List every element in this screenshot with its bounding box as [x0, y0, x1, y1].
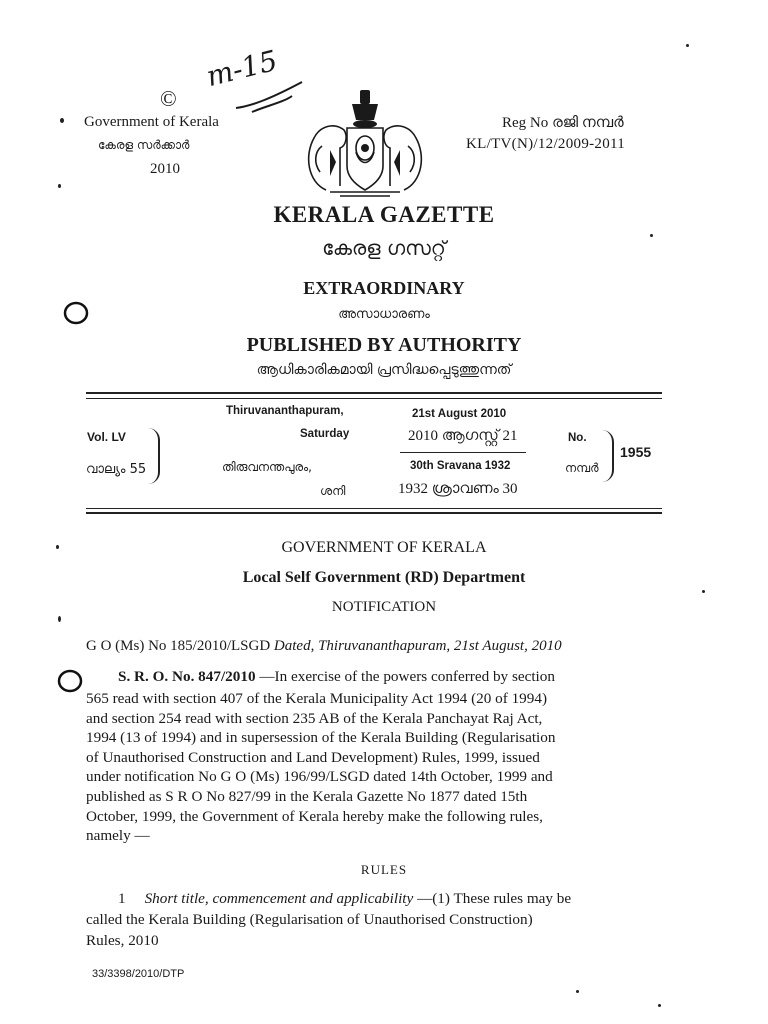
- body-line: namely —: [86, 827, 150, 845]
- rules-heading: RULES: [360, 862, 408, 877]
- body-line: under notification No G O (Ms) 196/99/LSGD dated 14th October, 1999 and: [86, 768, 553, 786]
- place-malayalam: തിരുവനന്തപുരം,: [222, 460, 312, 474]
- scan-speck: [576, 990, 579, 993]
- scan-speck: [58, 184, 61, 188]
- go-line: [86, 638, 562, 655]
- rule-1-line-2: called the Kerala Building (Regularisation of Unauthorised Construction): [86, 911, 533, 928]
- issue-number: 1955: [620, 444, 652, 460]
- reg-label: Reg No രജി നമ്പർ: [502, 115, 624, 131]
- divider-bottom-thick: [86, 512, 662, 514]
- gov-name: Government of Kerala: [84, 114, 219, 130]
- government-heading: GOVERNMENT OF KERALA: [281, 539, 487, 556]
- scan-speck: [60, 118, 64, 123]
- date-divider: [400, 452, 526, 453]
- rule-1-line-3: Rules, 2010: [86, 932, 159, 949]
- divider-bottom-thin: [86, 508, 662, 509]
- scan-speck: [702, 590, 705, 593]
- date-english-malayalam: 2010 ആഗസ്റ്റ് 21: [408, 428, 518, 444]
- reg-number: KL/TV(N)/12/2009-2011: [466, 136, 626, 152]
- sro-number: S. R. O. No. 847/2010: [118, 668, 256, 685]
- date-saka: 30th Sravana 1932: [410, 460, 511, 472]
- date-english: 21st August 2010: [412, 408, 507, 420]
- volume-brace: [146, 428, 160, 484]
- gov-name-malayalam: കേരള സർക്കാർ: [98, 138, 190, 152]
- weekday-malayalam: ശനി: [320, 484, 346, 498]
- body-line: published as S R O No 827/99 in the Kerala Gazette No 1877 dated 15th: [86, 787, 528, 805]
- rule-1-first-line: [118, 890, 571, 908]
- published-by-authority: PUBLISHED BY AUTHORITY: [246, 334, 522, 356]
- copyright-symbol: ©: [160, 86, 177, 111]
- footer-code: 33/3398/2010/DTP: [92, 968, 185, 980]
- gazette-title-malayalam: കേരള ഗസറ്റ്: [322, 236, 446, 260]
- kerala-emblem-icon: [300, 86, 430, 200]
- body-line: and section 254 read with section 235 AB of the Kerala Panchayat Raj Act,: [86, 709, 543, 727]
- punch-hole-bottom-icon: [54, 666, 86, 696]
- rule-1-number: 1: [118, 890, 126, 907]
- sro-first-line: [118, 668, 555, 686]
- divider-top-thick: [86, 392, 662, 394]
- number-brace: [600, 430, 614, 482]
- weekday: Saturday: [300, 428, 350, 440]
- notification-heading: NOTIFICATION: [331, 599, 437, 615]
- scan-speck: [686, 44, 689, 47]
- body-line: of Unauthorised Construction and Land Development) Rules, 1999, issued: [86, 748, 540, 766]
- rule-1-title: Short title, commencement and applicability: [144, 890, 414, 907]
- body-line: 1994 (13 of 1994) and in supersession of the Kerala Building (Regularisation: [86, 729, 556, 747]
- divider-top-thin: [86, 398, 662, 399]
- department-heading: Local Self Government (RD) Department: [242, 569, 526, 586]
- gazette-title: KERALA GAZETTE: [273, 202, 495, 227]
- number-label: No.: [568, 432, 587, 444]
- sro-first-text: —In exercise of the powers conferred by section: [259, 668, 555, 685]
- place: Thiruvananthapuram,: [226, 405, 344, 417]
- number-label-malayalam: നമ്പർ: [565, 461, 599, 475]
- year: 2010: [150, 161, 180, 177]
- handwritten-note: m-15: [203, 43, 281, 94]
- extraordinary-label: EXTRAORDINARY: [303, 278, 465, 298]
- rule-1-first-text: —(1) These rules may be: [417, 890, 572, 907]
- volume-label: Vol. LV: [87, 430, 126, 444]
- go-number: G O (Ms) No 185/2010/LSGD: [86, 638, 271, 654]
- published-by-authority-malayalam: ആധികാരികമായി പ്രസിദ്ധപ്പെടുത്തുന്നത്: [256, 362, 512, 378]
- sro-body: [86, 689, 662, 846]
- extraordinary-malayalam: അസാധാരണം: [338, 307, 430, 322]
- go-dated: Dated, Thiruvananthapuram, 21st August, 2010: [273, 638, 562, 654]
- body-line: 565 read with section 407 of the Kerala Municipality Act 1994 (20 of 1994): [86, 690, 548, 707]
- body-line: October, 1999, the Government of Kerala hereby make the following rules,: [86, 807, 543, 825]
- volume-label-malayalam: വാല്യം 55: [86, 462, 147, 477]
- date-saka-malayalam: 1932 ശ്രാവണം 30: [398, 481, 518, 497]
- scan-speck: [58, 616, 61, 622]
- scan-speck: [658, 1004, 661, 1007]
